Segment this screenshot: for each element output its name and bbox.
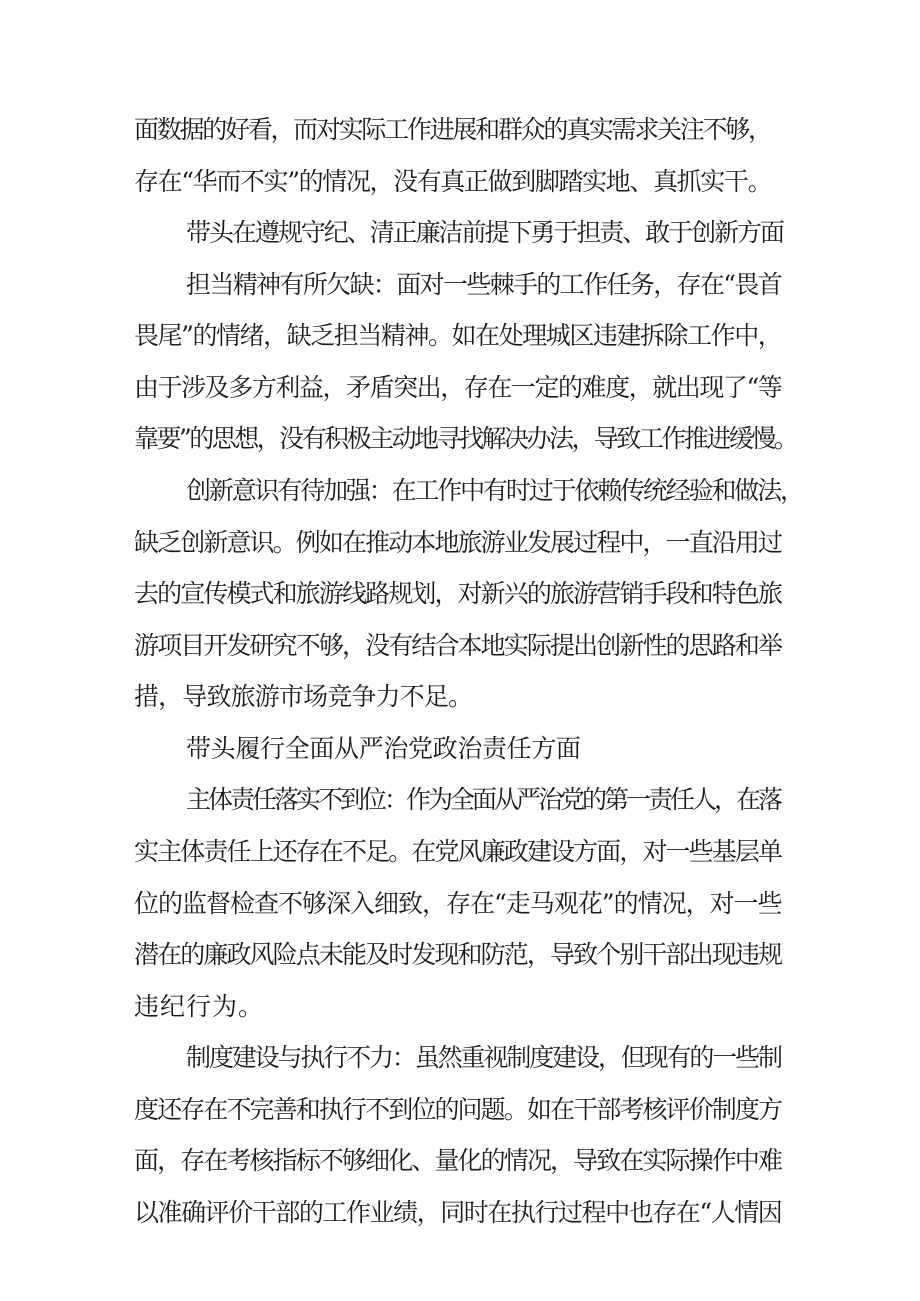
text-line: 存在“华而不实”的情况，没有真正做到脚踏实地、真抓实干。 bbox=[134, 167, 772, 196]
text-line: 游项目开发研究不够，没有结合本地实际提出创新性的思路和举 bbox=[134, 631, 782, 660]
text-line: 制度建设与执行不力：虽然重视制度建设，但现有的一些制 bbox=[186, 1043, 781, 1072]
text-line: 靠要”的思想，没有积极主动地寻找解决办法，导致工作推进缓慢。 bbox=[134, 424, 797, 453]
text-line: 度还存在不完善和执行不到位的问题。如在干部考核评价制度方 bbox=[134, 1095, 782, 1124]
text-line: 违纪行为。 bbox=[134, 992, 265, 1021]
text-line: 缺乏创新意识。例如在推动本地旅游业发展过程中，一直沿用过 bbox=[134, 528, 782, 557]
text-line: 主体责任落实不到位：作为全面从严治党的第一责任人，在落 bbox=[186, 785, 781, 814]
text-line: 面，存在考核指标不够细化、量化的情况，导致在实际操作中难 bbox=[134, 1146, 782, 1175]
text-line: 措，导致旅游市场竞争力不足。 bbox=[134, 682, 473, 711]
text-line: 担当精神有所欠缺：面对一些棘手的工作任务，存在“畏首 bbox=[186, 270, 782, 299]
text-line: 实主体责任上还存在不足。在党风廉政建设方面，对一些基层单 bbox=[134, 837, 782, 866]
text-line: 去的宣传模式和旅游线路规划，对新兴的旅游营销手段和特色旅 bbox=[134, 579, 782, 608]
text-line: 创新意识有待加强：在工作中有时过于依赖传统经验和做法， bbox=[186, 476, 803, 505]
text-line: 面数据的好看，而对实际工作进展和群众的真实需求关注不够， bbox=[134, 115, 771, 144]
section-heading: 带头在遵规守纪、清正廉洁前提下勇于担责、敢于创新方面 bbox=[186, 218, 783, 247]
text-line: 潜在的廉政风险点未能及时发现和防范，导致个别干部出现违规 bbox=[134, 940, 782, 969]
text-line: 由于涉及多方利益，矛盾突出，存在一定的难度，就出现了“等 bbox=[134, 373, 782, 402]
text-line: 畏尾”的情绪，缺乏担当精神。如在处理城区违建拆除工作中， bbox=[134, 321, 782, 350]
text-line: 位的监督检查不够深入细致，存在“走马观花”的情况，对一些 bbox=[134, 889, 782, 918]
text-line: 以准确评价干部的工作业绩，同时在执行过程中也存在“人情因 bbox=[134, 1198, 782, 1227]
section-heading: 带头履行全面从严治党政治责任方面 bbox=[186, 734, 581, 763]
